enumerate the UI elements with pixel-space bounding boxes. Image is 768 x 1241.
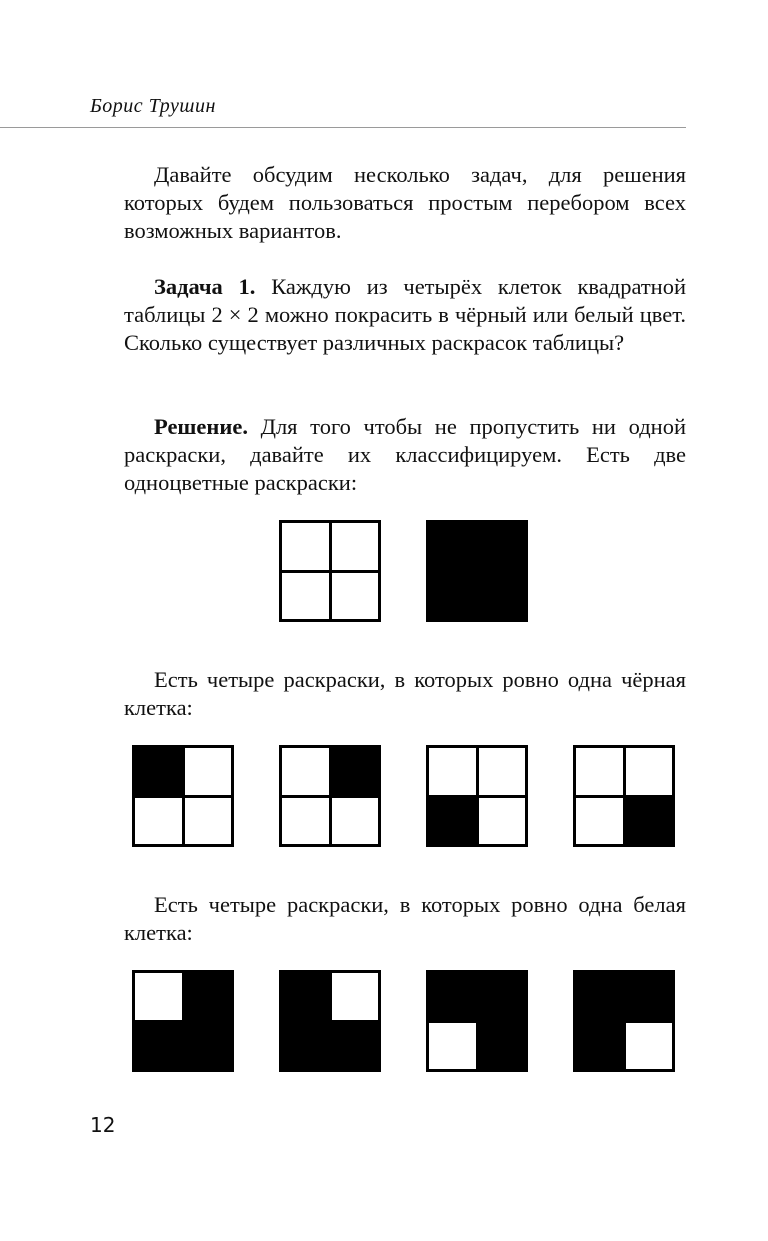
cell-black (185, 973, 232, 1020)
cell-black (332, 748, 379, 795)
cell-black (576, 1023, 623, 1070)
cell-white (282, 573, 329, 620)
cell-white (135, 798, 182, 845)
cell-white (185, 798, 232, 845)
solution-paragraph (124, 413, 686, 497)
solution-text: Для того чтобы не пропустить ни одной раскраски, давайте их классифицируем. Есть две одноцветные раскраски: (124, 414, 686, 495)
coloring-one-black-top-left (132, 745, 234, 847)
cell-white (626, 1023, 673, 1070)
cell-black (429, 573, 476, 620)
cell-black (429, 798, 476, 845)
cell-white (332, 973, 379, 1020)
problem-paragraph (124, 273, 686, 357)
cell-black (479, 973, 526, 1020)
cell-black (576, 973, 623, 1020)
cell-black (479, 1023, 526, 1070)
cell-black (185, 1023, 232, 1070)
cell-black (479, 523, 526, 570)
intro-paragraph: Давайте обсудим несколько задач, для решения которых будем пользоваться простым перебором всех возможных вариантов. (124, 162, 686, 243)
solution-label: Решение. (154, 414, 248, 439)
coloring-one-white-top-left (132, 970, 234, 1072)
cell-white (282, 748, 329, 795)
cell-black (135, 748, 182, 795)
coloring-one-white-top-right (279, 970, 381, 1072)
coloring-all-white (279, 520, 381, 622)
cell-white (479, 748, 526, 795)
coloring-one-black-top-right (279, 745, 381, 847)
page-number: 12 (90, 1113, 116, 1137)
cell-white (576, 798, 623, 845)
cell-white (479, 798, 526, 845)
cell-white (135, 973, 182, 1020)
cell-white (282, 523, 329, 570)
cell-white (626, 748, 673, 795)
coloring-one-black-bottom-right (573, 745, 675, 847)
coloring-one-black-bottom-left (426, 745, 528, 847)
cell-black (282, 973, 329, 1020)
cell-black (626, 973, 673, 1020)
coloring-all-black (426, 520, 528, 622)
cell-white (332, 573, 379, 620)
one-white-paragraph: Есть четыре раскраски, в которых ровно одна белая клетка: (124, 892, 686, 945)
one-black-paragraph: Есть четыре раскраски, в которых ровно одна чёрная клетка: (124, 667, 686, 720)
problem-text: Каждую из четырёх клеток квадратной таблицы 2 × 2 можно покрасить в чёрный или белый цвет. Сколько существует различных раскрасок таблицы? (124, 274, 687, 355)
cell-white (429, 1023, 476, 1070)
cell-black (429, 523, 476, 570)
cell-white (332, 798, 379, 845)
cell-white (576, 748, 623, 795)
problem-label: Задача 1. (154, 274, 256, 299)
coloring-one-white-bottom-right (573, 970, 675, 1072)
coloring-one-white-bottom-left (426, 970, 528, 1072)
cell-white (185, 748, 232, 795)
running-head: Борис Трушин (90, 95, 216, 117)
cell-black (135, 1023, 182, 1070)
cell-black (429, 973, 476, 1020)
cell-black (282, 1023, 329, 1070)
cell-white (332, 523, 379, 570)
cell-black (626, 798, 673, 845)
cell-white (282, 798, 329, 845)
cell-white (429, 748, 476, 795)
cell-black (332, 1023, 379, 1070)
cell-black (479, 573, 526, 620)
header-rule (0, 127, 686, 128)
